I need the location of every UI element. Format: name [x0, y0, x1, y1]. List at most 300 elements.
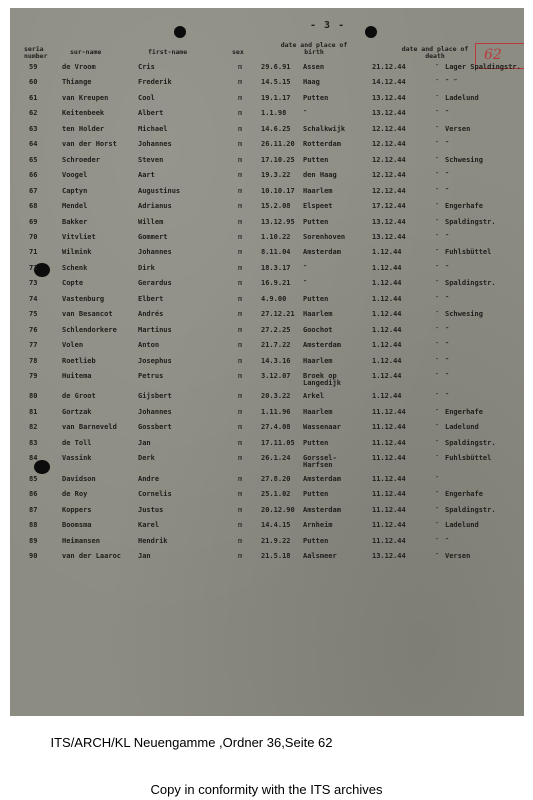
sex-cell: m: [238, 109, 243, 118]
death-date-cell: 14.12.44: [372, 78, 406, 87]
birth-date-cell: 14.4.15: [261, 521, 291, 530]
surname-cell: Wilmink: [62, 248, 92, 257]
death-date-cell: 12.12.44: [372, 124, 406, 133]
death-place-cell: Engerhafe: [445, 407, 483, 416]
ditto-mark: ″: [435, 310, 440, 319]
surname-cell: Davidson: [62, 474, 96, 483]
table-row: [10, 61, 524, 75]
death-place-cell: Schwesing: [445, 310, 483, 319]
surname-cell: Schroeder: [62, 155, 100, 164]
header-first-name: first-name: [148, 48, 188, 56]
ditto-mark: ″: [435, 202, 440, 211]
birth-date-cell: 21.7.22: [261, 341, 291, 350]
birth-date-cell: 14.6.25: [261, 124, 291, 133]
death-place-cell: ″: [445, 263, 450, 272]
birth-date-cell: 14.3.16: [261, 356, 291, 365]
ditto-mark: ″: [435, 63, 440, 71]
ditto-mark: ″: [435, 423, 440, 432]
death-date-cell: 11.12.44: [372, 490, 406, 499]
surname-cell: Koppers: [62, 505, 92, 514]
ditto-mark: ″: [435, 372, 440, 380]
death-date-cell: 13.12.44: [372, 232, 406, 241]
table-row: [10, 308, 524, 322]
first-name-cell: Jan: [138, 551, 151, 560]
death-date-cell: 1.12.44: [372, 372, 402, 380]
table-row: [10, 339, 524, 353]
table-row: [10, 406, 524, 420]
table-row: [10, 355, 524, 369]
birth-place-cell: Sorenhoven: [303, 232, 346, 241]
death-date-cell: 1.12.44: [372, 356, 402, 365]
death-date-cell: 21.12.44: [372, 63, 406, 71]
sex-cell: m: [238, 78, 243, 87]
death-date-cell: 11.12.44: [372, 474, 406, 483]
serial-number-cell: 63: [29, 124, 38, 133]
first-name-cell: Anton: [138, 341, 160, 350]
first-name-cell: Willem: [138, 217, 164, 226]
first-name-cell: Petrus: [138, 372, 164, 380]
table-row: [10, 169, 524, 183]
birth-place-cell: Putten: [303, 438, 329, 447]
birth-place-cell: Haarlem: [303, 310, 333, 319]
surname-cell: Schlendorkere: [62, 325, 117, 334]
table-row: [10, 504, 524, 518]
death-date-cell: 12.12.44: [372, 155, 406, 164]
birth-date-cell: 27.8.20: [261, 474, 291, 483]
ditto-mark: ″: [435, 217, 440, 226]
ditto-mark: ″: [435, 551, 440, 560]
serial-number-cell: 82: [29, 423, 38, 432]
table-row: [10, 452, 524, 470]
death-place-cell: ″: [445, 232, 450, 241]
death-date-cell: 12.12.44: [372, 140, 406, 149]
death-place-cell: Ladelund: [445, 93, 479, 102]
birth-date-cell: 3.12.07: [261, 372, 291, 380]
birth-date-cell: 20.12.90: [261, 505, 295, 514]
birth-date-cell: 13.12.95: [261, 217, 295, 226]
death-date-cell: 13.12.44: [372, 217, 406, 226]
table-row: [10, 519, 524, 533]
death-date-cell: 13.12.44: [372, 551, 406, 560]
sex-cell: m: [238, 171, 243, 180]
sex-cell: m: [238, 474, 243, 483]
surname-cell: Gortzak: [62, 407, 92, 416]
birth-place-line2: Harfsen: [303, 461, 333, 470]
death-place-cell: ″: [445, 171, 450, 180]
death-date-cell: 1.12.44: [372, 325, 402, 334]
birth-date-cell: 8.11.04: [261, 248, 291, 257]
death-date-cell: 13.12.44: [372, 93, 406, 102]
punch-hole-top-right: [365, 26, 377, 38]
serial-number-cell: 70: [29, 232, 38, 241]
death-place-cell: Fuhlsbüttel: [445, 248, 492, 257]
serial-number-cell: 65: [29, 155, 38, 164]
sex-cell: m: [238, 217, 243, 226]
sex-cell: m: [238, 407, 243, 416]
birth-place-cell: ″: [303, 263, 308, 272]
birth-place-cell: Putten: [303, 155, 329, 164]
death-date-cell: 1.12.44: [372, 392, 402, 401]
sex-cell: m: [238, 454, 243, 463]
birth-place-cell: Goochot: [303, 325, 333, 334]
table-row: [10, 535, 524, 549]
birth-place-cell: Putten: [303, 490, 329, 499]
serial-number-cell: 77: [29, 341, 38, 350]
birth-date-cell: 27.12.21: [261, 310, 295, 319]
death-date-cell: 1.12.44: [372, 279, 402, 288]
surname-cell: de Vroom: [62, 63, 96, 71]
serial-number-cell: 72: [29, 263, 38, 272]
birth-date-cell: 20.3.22: [261, 392, 291, 401]
ditto-mark: ″: [435, 341, 440, 350]
death-date-cell: 1.12.44: [372, 248, 402, 257]
ditto-mark: ″: [435, 279, 440, 288]
serial-number-cell: 79: [29, 372, 38, 380]
death-place-cell: ″: [445, 294, 450, 303]
birth-place-cell: Broek op Langedijk: [303, 372, 341, 387]
birth-date-cell: 1.10.22: [261, 232, 291, 241]
birth-date-cell: 16.9.21: [261, 279, 291, 288]
first-name-cell: Andrés: [138, 310, 164, 319]
table-row: [10, 262, 524, 276]
birth-date-cell: 26.11.20: [261, 140, 295, 149]
first-name-cell: Justus: [138, 505, 164, 514]
first-name-cell: Aart: [138, 171, 155, 180]
death-date-cell: 11.12.44: [372, 536, 406, 545]
ditto-mark: ″: [435, 109, 440, 118]
death-place-cell: ″: [445, 109, 450, 118]
ditto-mark: ″: [435, 536, 440, 545]
death-date-cell: 1.12.44: [372, 310, 402, 319]
birth-date-cell: 14.5.15: [261, 78, 291, 87]
first-name-cell: Hendrik: [138, 536, 168, 545]
archive-caption-text: ITS/ARCH/KL Neuengamme ,Ordner 36,Seite 62: [50, 735, 333, 750]
table-row: [10, 421, 524, 435]
sex-cell: m: [238, 341, 243, 350]
death-date-cell: 11.12.44: [372, 454, 406, 463]
birth-place-cell: Putten: [303, 536, 329, 545]
death-place-cell: Versen: [445, 551, 471, 560]
first-name-cell: Johannes: [138, 140, 172, 149]
sex-cell: m: [238, 263, 243, 272]
ditto-mark: ″: [435, 248, 440, 257]
certification-note: Copy in conformity with the ITS archives: [150, 782, 383, 797]
death-place-cell: Engerhafe: [445, 490, 483, 499]
death-place-cell: Spaldingstr.: [445, 505, 496, 514]
death-date-cell: 11.12.44: [372, 438, 406, 447]
birth-place-cell: Haarlem: [303, 356, 333, 365]
birth-place-cell: ″: [303, 279, 308, 288]
serial-number-cell: 78: [29, 356, 38, 365]
ditto-mark: ″: [435, 490, 440, 499]
ditto-mark: ″: [435, 454, 440, 463]
sex-cell: m: [238, 356, 243, 365]
header-birth: date and place of birth: [280, 41, 348, 56]
serial-number-cell: 81: [29, 407, 38, 416]
death-date-cell: 11.12.44: [372, 407, 406, 416]
first-name-cell: Cornelis: [138, 490, 172, 499]
sex-cell: m: [238, 248, 243, 257]
death-date-cell: 1.12.44: [372, 341, 402, 350]
birth-date-cell: 29.6.91: [261, 63, 291, 71]
death-date-cell: 11.12.44: [372, 521, 406, 530]
birth-date-cell: 19.1.17: [261, 93, 291, 102]
surname-cell: van Kreupen: [62, 93, 109, 102]
first-name-cell: Gerardus: [138, 279, 172, 288]
table-row: [10, 92, 524, 106]
sex-cell: m: [238, 202, 243, 211]
death-place-cell: Versen: [445, 124, 471, 133]
ditto-mark: ″: [435, 474, 440, 483]
death-place-cell: ″: [445, 140, 450, 149]
serial-number-cell: 90: [29, 551, 38, 560]
surname-cell: Huitema: [62, 372, 92, 380]
sex-cell: m: [238, 155, 243, 164]
sex-cell: m: [238, 124, 243, 133]
ditto-mark: ″: [435, 140, 440, 149]
table-row: [10, 76, 524, 90]
birth-place-cell: Wassenaar: [303, 423, 341, 432]
death-date-cell: 12.12.44: [372, 186, 406, 195]
serial-number-cell: 87: [29, 505, 38, 514]
first-name-cell: Gijsbert: [138, 392, 172, 401]
death-place-cell: Spaldingstr.: [445, 279, 496, 288]
sex-cell: m: [238, 140, 243, 149]
birth-date-cell: 1.1.98: [261, 109, 287, 118]
birth-place-cell: den Haag: [303, 171, 337, 180]
surname-cell: van Besancot: [62, 310, 113, 319]
death-place-cell: ″: [445, 325, 450, 334]
death-place-cell: Lager Spaldingstr.: [445, 63, 521, 71]
death-date-cell: 17.12.44: [372, 202, 406, 211]
ditto-mark: ″: [435, 232, 440, 241]
serial-number-cell: 67: [29, 186, 38, 195]
death-date-cell: 1.12.44: [372, 294, 402, 303]
serial-number-cell: 74: [29, 294, 38, 303]
birth-date-cell: 26.1.24: [261, 454, 291, 463]
ditto-mark: ″: [435, 93, 440, 102]
birth-date-cell: 21.5.18: [261, 551, 291, 560]
death-date-cell: 1.12.44: [372, 263, 402, 272]
ditto-mark: ″: [435, 171, 440, 180]
sex-cell: m: [238, 279, 243, 288]
surname-cell: van Barneveld: [62, 423, 117, 432]
table-row: [10, 138, 524, 152]
table-row: [10, 216, 524, 230]
serial-number-cell: 69: [29, 217, 38, 226]
birth-place-line2: Langedijk: [303, 379, 341, 387]
first-name-cell: Jan: [138, 438, 151, 447]
first-name-cell: Gossbert: [138, 423, 172, 432]
death-place-cell: ″: [445, 341, 450, 350]
table-row: [10, 488, 524, 502]
table-row: [10, 473, 524, 487]
first-name-cell: Karel: [138, 521, 160, 530]
birth-date-cell: 17.10.25: [261, 155, 295, 164]
ditto-mark: ″: [435, 521, 440, 530]
surname-cell: Keitenbeek: [62, 109, 105, 118]
serial-number-cell: 76: [29, 325, 38, 334]
death-place-cell: Schwesing: [445, 155, 483, 164]
surname-cell: Roetlieb: [62, 356, 96, 365]
death-date-cell: 11.12.44: [372, 505, 406, 514]
surname-cell: Boomsma: [62, 521, 92, 530]
sex-cell: m: [238, 63, 243, 71]
serial-number-cell: 83: [29, 438, 38, 447]
table-row: [10, 231, 524, 245]
birth-place-cell: Arkel: [303, 392, 325, 401]
sex-cell: m: [238, 186, 243, 195]
birth-date-cell: 17.11.05: [261, 438, 295, 447]
serial-number-cell: 88: [29, 521, 38, 530]
first-name-cell: Johannes: [138, 407, 172, 416]
serial-number-cell: 86: [29, 490, 38, 499]
birth-place-cell: Aalsmeer: [303, 551, 337, 560]
surname-cell: van der Laaroc: [62, 551, 122, 560]
first-name-cell: Martinus: [138, 325, 172, 334]
ditto-mark: ″: [435, 263, 440, 272]
death-date-cell: 13.12.44: [372, 109, 406, 118]
surname-cell: Vitvliet: [62, 232, 96, 241]
serial-number-cell: 66: [29, 171, 38, 180]
birth-place-cell: Assen: [303, 63, 325, 71]
first-name-cell: Steven: [138, 155, 164, 164]
first-name-cell: Cris: [138, 63, 155, 71]
surname-cell: Schenk: [62, 263, 88, 272]
table-row: [10, 185, 524, 199]
birth-place-cell: Amsterdam: [303, 341, 341, 350]
death-place-cell: Fuhlsbüttel: [445, 454, 492, 463]
surname-cell: de Toll: [62, 438, 92, 447]
sex-cell: m: [238, 372, 243, 380]
punch-hole-top-left: [174, 26, 186, 38]
surname-cell: Mendel: [62, 202, 88, 211]
birth-date-cell: 10.10.17: [261, 186, 295, 195]
surname-cell: Vastenburg: [62, 294, 105, 303]
surname-cell: de Groot: [62, 392, 96, 401]
header-sex: sex: [232, 48, 244, 56]
first-name-cell: Cool: [138, 93, 155, 102]
death-place-cell: ″: [445, 392, 450, 401]
birth-date-cell: 27.2.25: [261, 325, 291, 334]
ditto-mark: ″: [435, 407, 440, 416]
serial-number-cell: 84: [29, 454, 38, 463]
surname-cell: Heimansen: [62, 536, 100, 545]
serial-number-cell: 80: [29, 392, 38, 401]
birth-place-cell: Amsterdam: [303, 474, 341, 483]
birth-place-cell: Rotterdam: [303, 140, 341, 149]
ditto-mark: ″: [435, 356, 440, 365]
birth-place-cell: Amsterdam: [303, 505, 341, 514]
table-row: [10, 437, 524, 451]
table-row: [10, 324, 524, 338]
first-name-cell: Josephus: [138, 356, 172, 365]
sex-cell: m: [238, 438, 243, 447]
serial-number-cell: 62: [29, 109, 38, 118]
surname-cell: Vassink: [62, 454, 92, 463]
birth-place-cell: Arnheim: [303, 521, 333, 530]
sex-cell: m: [238, 93, 243, 102]
serial-number-cell: 71: [29, 248, 38, 257]
ditto-mark: ″: [435, 186, 440, 195]
birth-date-cell: 15.2.08: [261, 202, 291, 211]
page-number: - 3 -: [310, 20, 346, 31]
table-row: [10, 550, 524, 564]
surname-cell: Volen: [62, 341, 84, 350]
first-name-cell: Augustinus: [138, 186, 181, 195]
first-name-cell: Adrianus: [138, 202, 172, 211]
ditto-mark: ″: [435, 78, 440, 87]
surname-cell: Thiange: [62, 78, 92, 87]
birth-place-cell: Gorssel- Harfsen: [303, 454, 337, 470]
sex-cell: m: [238, 310, 243, 319]
surname-cell: Captyn: [62, 186, 88, 195]
sex-cell: m: [238, 551, 243, 560]
birth-place-cell: ″: [303, 109, 308, 118]
table-row: [10, 390, 524, 404]
sex-cell: m: [238, 490, 243, 499]
serial-number-cell: 73: [29, 279, 38, 288]
header-serial-number: seria number: [24, 45, 48, 60]
birth-place-cell: Haag: [303, 78, 320, 87]
table-row: [10, 246, 524, 260]
sex-cell: m: [238, 232, 243, 241]
birth-place-cell: Schalkwijk: [303, 124, 346, 133]
serial-number-cell: 68: [29, 202, 38, 211]
serial-number-cell: 60: [29, 78, 38, 87]
serial-number-cell: 75: [29, 310, 38, 319]
death-place-cell: ″: [445, 356, 450, 365]
ditto-mark: ″: [435, 155, 440, 164]
birth-place-cell: Haarlem: [303, 186, 333, 195]
table-row: [10, 154, 524, 168]
serial-number-cell: 89: [29, 536, 38, 545]
ditto-mark: ″: [435, 392, 440, 401]
first-name-cell: Albert: [138, 109, 164, 118]
death-date-cell: 11.12.44: [372, 423, 406, 432]
ditto-mark: ″: [435, 294, 440, 303]
birth-place-cell: Putten: [303, 93, 329, 102]
birth-place-cell: Amsterdam: [303, 248, 341, 257]
table-row: [10, 200, 524, 214]
header-death: date and place of death: [401, 45, 469, 60]
archive-page-stamp-number: 62: [484, 47, 502, 63]
death-place-cell: ″: [445, 186, 450, 195]
table-row: [10, 123, 524, 137]
header-surname: sur-name: [70, 48, 102, 56]
sex-cell: m: [238, 536, 243, 545]
table-row: [10, 370, 524, 387]
first-name-cell: Gommert: [138, 232, 168, 241]
surname-cell: Voogel: [62, 171, 88, 180]
birth-date-cell: 1.11.96: [261, 407, 291, 416]
surname-cell: van der Horst: [62, 140, 117, 149]
sex-cell: m: [238, 505, 243, 514]
death-date-cell: 12.12.44: [372, 171, 406, 180]
sex-cell: m: [238, 423, 243, 432]
ditto-mark: ″: [435, 438, 440, 447]
birth-date-cell: 18.3.17: [261, 263, 291, 272]
death-place-cell: Ladelund: [445, 423, 479, 432]
surname-cell: ten Holder: [62, 124, 105, 133]
sex-cell: m: [238, 392, 243, 401]
death-place-cell: ″: [445, 536, 450, 545]
birth-date-cell: 19.3.22: [261, 171, 291, 180]
scanned-document: [10, 8, 524, 716]
serial-number-cell: 85: [29, 474, 38, 483]
death-place-cell: Spaldingstr.: [445, 217, 496, 226]
first-name-cell: Derk: [138, 454, 155, 463]
